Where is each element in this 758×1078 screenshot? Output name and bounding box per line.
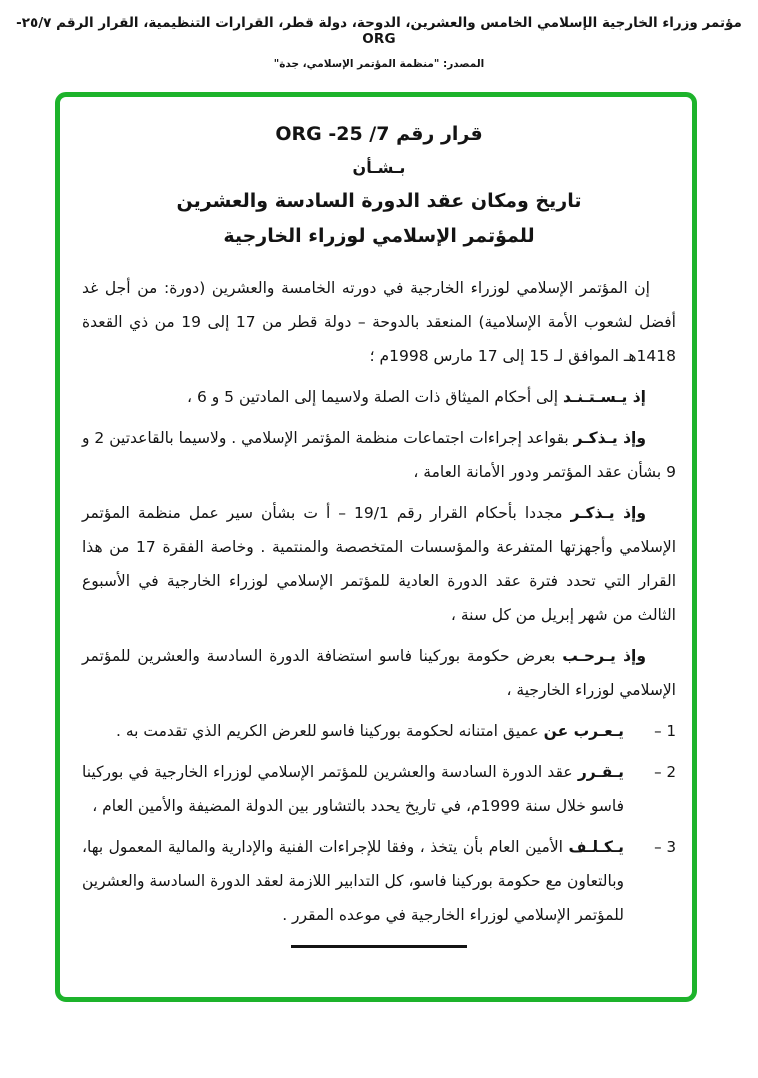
resolution-body <box>82 271 676 948</box>
preamble-paragraph-4 <box>82 496 676 632</box>
preamble-paragraph-5-lead: وإذ يـرحـب <box>562 647 646 665</box>
resolution-regarding-label: بـشـأن <box>352 158 406 177</box>
preamble-paragraph-2-text: إلى أحكام الميثاق ذات الصلة ولاسيما إلى المادتين 5 و 6 ، <box>187 388 563 406</box>
operative-item-3 <box>82 830 676 932</box>
operative-item-3-lead: يـكـلـف <box>568 838 624 856</box>
preamble-paragraph-5-text: بعرض حكومة بوركينا فاسو استضافة الدورة السادسة والعشرين للمؤتمر الإسلامي لوزراء الخارجية ، <box>82 647 676 699</box>
header-citation: مؤتمر وزراء الخارجية الإسلامي الخامس والعشرين، الدوحة، دولة قطر، القرارات التنظيمية، القرار الرقم ٢٥/٧-ORG <box>16 15 742 47</box>
header-source: المصدر: "منظمة المؤتمر الإسلامي، جدة" <box>273 58 485 70</box>
preamble-paragraph-2-lead: إذ يـسـتـنـد <box>562 388 646 406</box>
preamble-paragraph-2 <box>82 380 676 414</box>
resolution-subject-line1: تاريخ ومكان عقد الدورة السادسة والعشرين <box>176 190 582 212</box>
operative-item-2-text: عقد الدورة السادسة والعشرين للمؤتمر الإسلامي لوزراء الخارجية في بوركينا فاسو خلال سنة 1999م، في تاريخ يحدد بالتشاور بين الدولة المضيفة والأمين العام ، <box>82 763 624 815</box>
resolution-number-title: قرار رقم 7/ 25- ORG <box>275 123 483 145</box>
operative-item-1-number: 1 – <box>654 722 676 740</box>
preamble-paragraph-1 <box>82 271 676 373</box>
operative-item-2-lead: يـقـرر <box>577 763 624 781</box>
operative-item-3-number: 3 – <box>654 838 676 856</box>
document-header <box>0 15 758 70</box>
operative-item-3-paragraph <box>82 830 624 932</box>
preamble-paragraph-1-text: إن المؤتمر الإسلامي لوزراء الخارجية في دورته الخامسة والعشرين (دورة: من أجل غد أفضل لشعوب الأمة الإسلامية) المنعقد بالدوحة – دولة قطر من 17 إلى 19 من ذي القعدة 1418هـ الموافق لـ 15 إلى 17 مارس 1998م ؛ <box>82 279 676 365</box>
operative-item-1-lead: يـعـرب عن <box>543 722 624 740</box>
preamble-paragraph-4-text: مجددا بأحكام القرار رقم 19/1 – أ ت بشأن سير عمل منظمة المؤتمر الإسلامي وأجهزتها المتفرعة والمؤسسات المتخصصة والمنتمية . وخاصة الفقرة 17 من هذا القرار التي تحدد فترة عقد الدورة العادية للمؤتمر الإسلامي لوزراء الخارجية في الأسبوع الثالث من شهر إبريل من كل سنة ، <box>82 504 676 624</box>
operative-item-2-paragraph <box>82 755 624 823</box>
operative-item-1 <box>82 714 676 748</box>
resolution-frame <box>55 92 697 1002</box>
operative-item-3-text: الأمين العام بأن يتخذ ، وفقا للإجراءات الفنية والإدارية والمالية المعمول بها، وبالتعاون مع حكومة بوركينا فاسو، كل التدابير اللازمة لعقد الدورة السادسة والعشرين للمؤتمر الإسلامي لوزراء الخارجية في موعده المقرر . <box>82 838 624 924</box>
preamble-paragraph-3 <box>82 421 676 489</box>
operative-item-1-text: عميق امتنانه لحكومة بوركينا فاسو للعرض الكريم الذي تقدمت به . <box>115 722 544 740</box>
end-divider <box>291 945 467 948</box>
operative-item-2-number: 2 – <box>654 763 676 781</box>
preamble-paragraph-3-text: بقواعد إجراءات اجتماعات منظمة المؤتمر الإسلامي . ولاسيما بالقاعدتين 2 و 9 بشأن عقد المؤتمر ودور الأمانة العامة ، <box>82 429 676 481</box>
operative-item-1-paragraph <box>82 714 624 748</box>
operative-item-2 <box>82 755 676 823</box>
resolution-title-block <box>82 123 676 247</box>
preamble-paragraph-3-lead: وإذ يـذكـر <box>573 429 646 447</box>
preamble-paragraph-5 <box>82 639 676 707</box>
resolution-subject-line2: للمؤتمر الإسلامي لوزراء الخارجية <box>223 225 535 247</box>
preamble-paragraph-4-lead: وإذ يـذكـر <box>570 504 646 522</box>
